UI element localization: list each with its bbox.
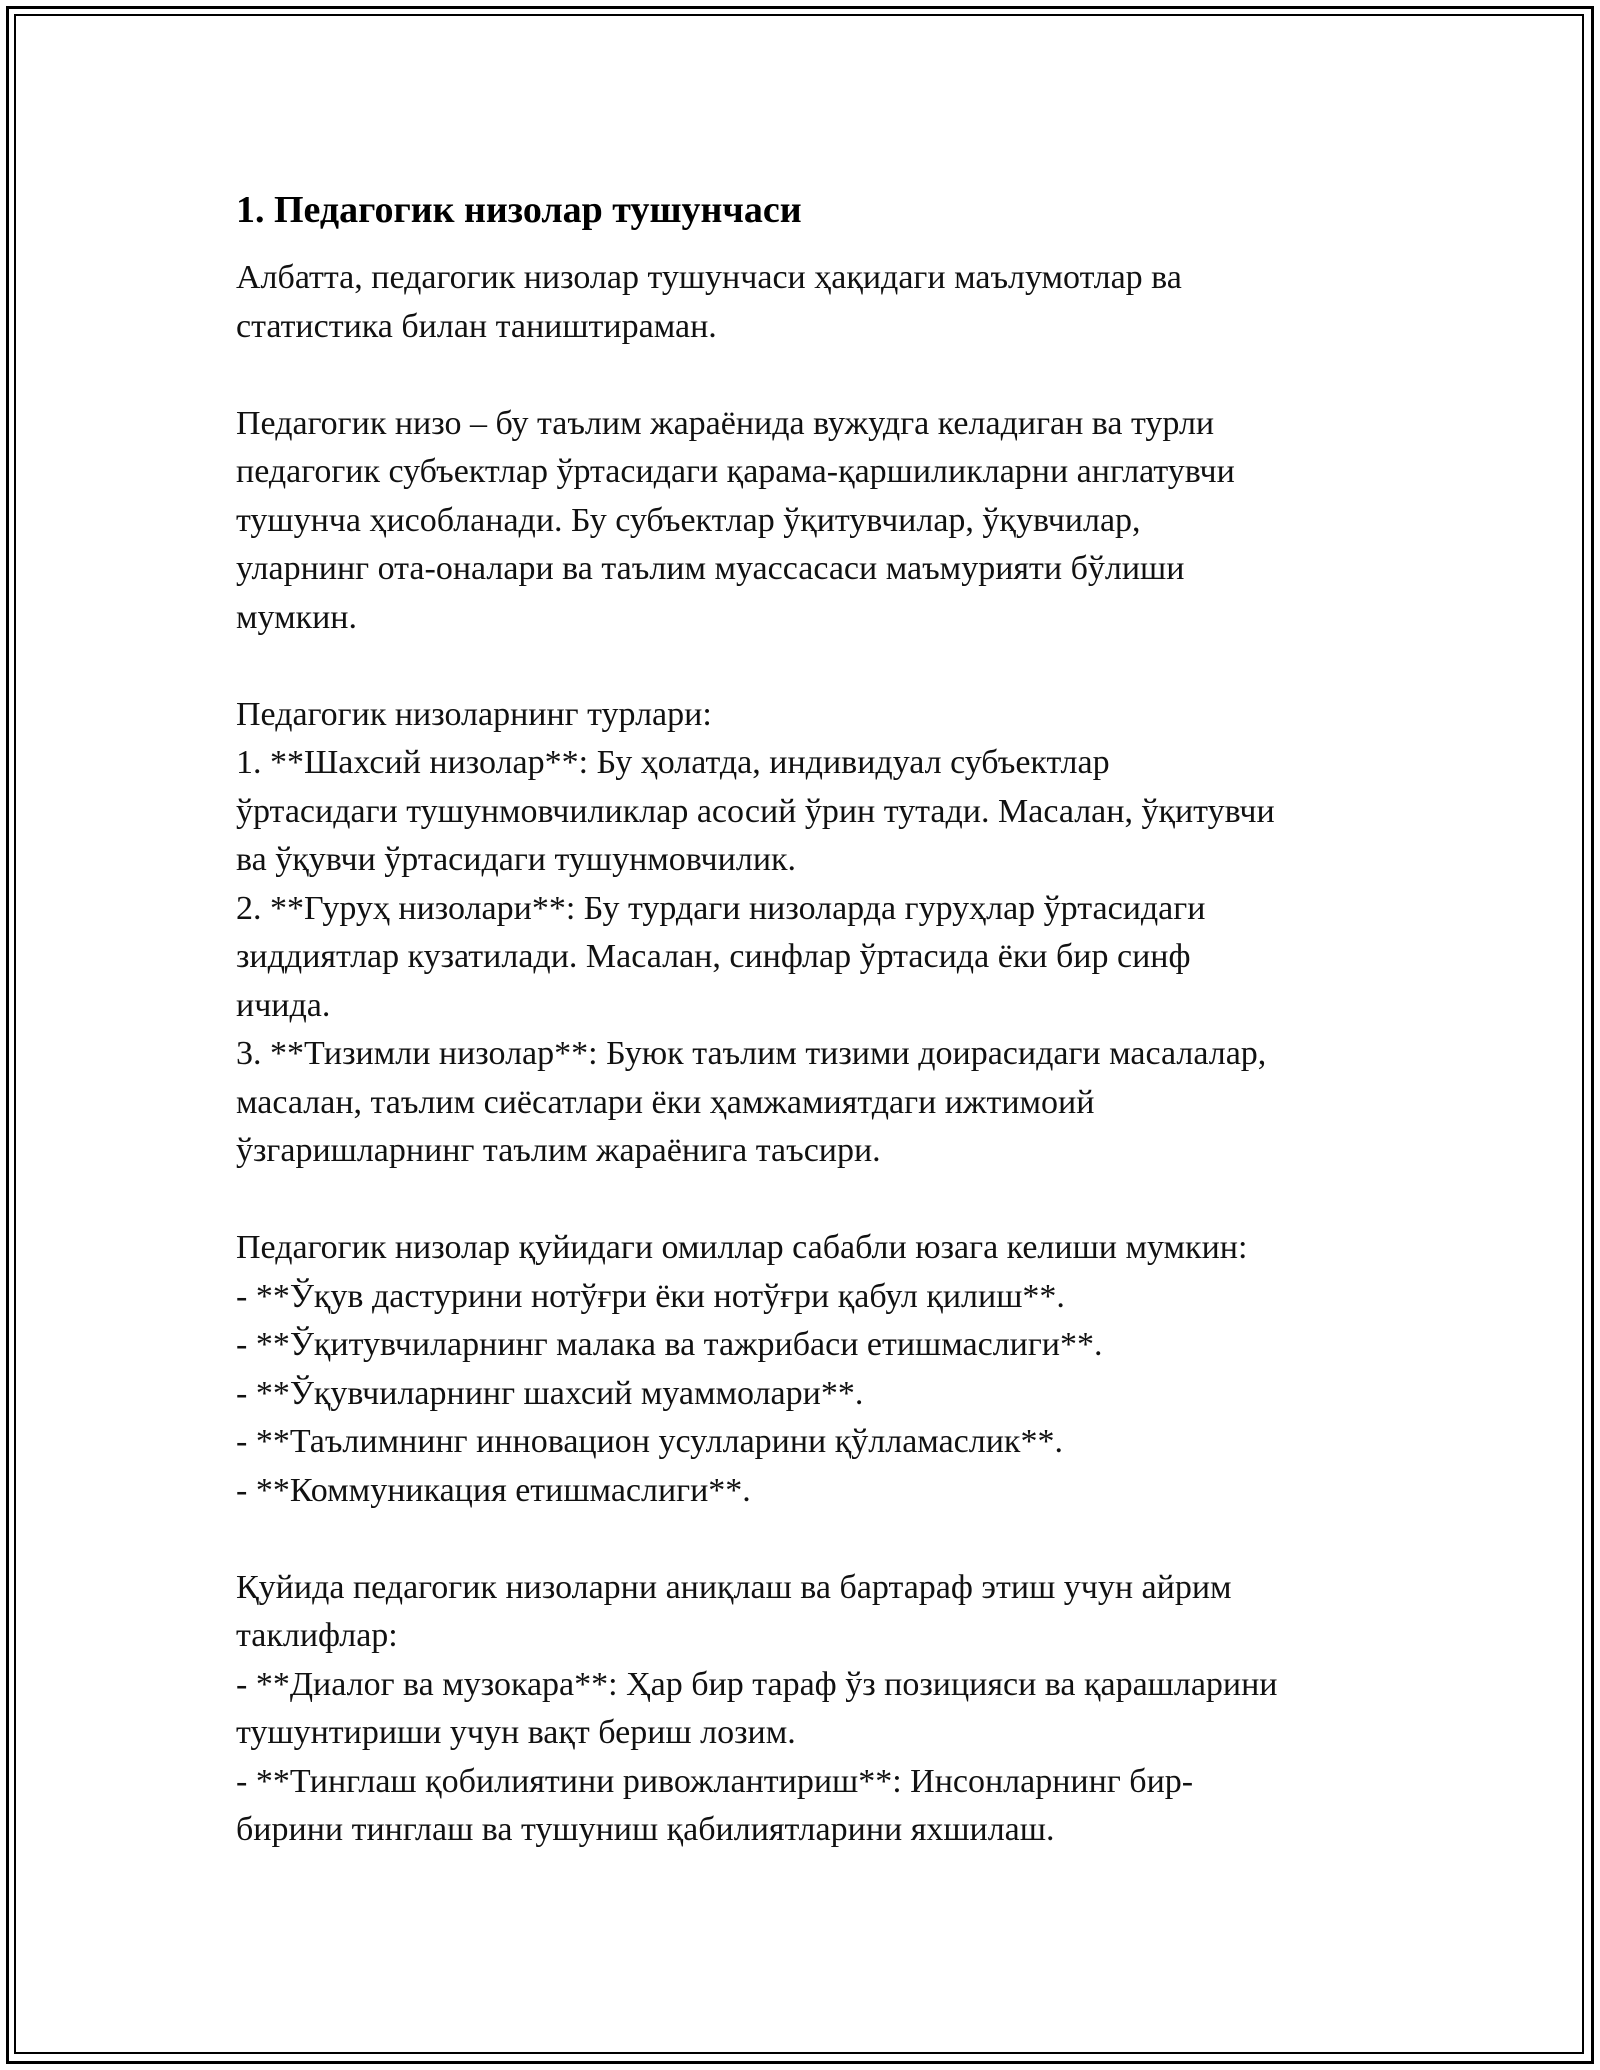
text-line: - **Диалог ва музокара**: Ҳар бир тараф ўз позицияси ва қарашларини <box>236 1665 1278 1703</box>
text-line: 2. **Гуруҳ низолари**: Бу турдаги низоларда гуруҳлар ўртасидаги <box>236 889 1206 927</box>
document-body <box>236 186 1386 1855</box>
suggestions-paragraph <box>236 1564 1386 1855</box>
text-line: ичида. <box>236 986 331 1024</box>
text-line: - **Ўқитувчиларнинг малака ва тажрибаси етишмаслиги**. <box>236 1326 1103 1363</box>
paragraph-spacer <box>236 1515 1386 1564</box>
paragraph-spacer <box>236 351 1386 400</box>
text-line: ўзгаришларнинг таълим жараёнига таъсири. <box>236 1132 881 1169</box>
definition-paragraph <box>236 400 1386 643</box>
types-paragraph <box>236 691 1386 1176</box>
text-line: тушунча ҳисобланади. Бу субъектлар ўқитувчилар, ўқувчилар, <box>236 501 1141 539</box>
text-line: тушунтириши учун вақт бериш лозим. <box>236 1714 796 1751</box>
text-line: - **Коммуникация етишмаслиги**. <box>236 1471 751 1509</box>
text-line: зиддиятлар кузатилади. Масалан, синфлар ўртасида ёки бир синф <box>236 938 1191 975</box>
document-paragraphs <box>236 254 1386 1855</box>
causes-paragraph <box>236 1224 1386 1515</box>
text-line: Педагогик низоларнинг турлари: <box>236 695 712 733</box>
text-line: мумкин. <box>236 598 357 636</box>
text-line: 1. **Шахсий низолар**: Бу ҳолатда, индивидуал субъектлар <box>236 744 1110 781</box>
text-line: - **Ўқув дастурини нотўғри ёки нотўғри қабул қилиш**. <box>236 1277 1065 1315</box>
text-line: ўртасидаги тушунмовчиликлар асосий ўрин тутади. Масалан, ўқитувчи <box>236 792 1275 830</box>
text-line: педагогик субъектлар ўртасидаги қарама-қаршиликларни англатувчи <box>236 453 1235 490</box>
text-line: 3. **Тизимли низолар**: Буюк таълим тизими доирасидаги масалалар, <box>236 1035 1267 1072</box>
section-heading: 1. Педагогик низолар тушунчаси <box>236 189 802 231</box>
text-line: - **Таълимнинг инновацион усулларини қўлламаслик**. <box>236 1423 1063 1460</box>
paragraph-spacer <box>236 642 1386 691</box>
paragraph-spacer <box>236 1176 1386 1225</box>
text-line: бирини тинглаш ва тушуниш қабилиятларини яхшилаш. <box>236 1811 1055 1848</box>
text-line: Педагогик низолар қуйидаги омиллар сабабли юзага келиши мумкин: <box>236 1229 1248 1266</box>
text-line: уларнинг ота-оналари ва таълим муассасаси маъмурияти бўлиши <box>236 550 1185 587</box>
text-line: таклифлар: <box>236 1617 398 1654</box>
text-line: Албатта, педагогик низолар тушунчаси ҳақидаги маълумотлар ва <box>236 259 1182 296</box>
text-line: Педагогик низо – бу таълим жараёнида вужудга келадиган ва турли <box>236 404 1215 442</box>
text-line: - **Ўқувчиларнинг шахсий муаммолари**. <box>236 1374 864 1412</box>
text-line: масалан, таълим сиёсатлари ёки ҳамжамиятдаги ижтимоий <box>236 1083 1095 1121</box>
text-line: Қуйида педагогик низоларни аниқлаш ва бартараф этиш учун айрим <box>236 1568 1232 1606</box>
text-line: - **Тинглаш қобилиятини ривожлантириш**: Инсонларнинг бир- <box>236 1762 1194 1800</box>
text-line: ва ўқувчи ўртасидаги тушунмовчилик. <box>236 841 797 878</box>
text-line: статистика билан таништираман. <box>236 307 717 345</box>
intro-paragraph <box>236 254 1386 351</box>
